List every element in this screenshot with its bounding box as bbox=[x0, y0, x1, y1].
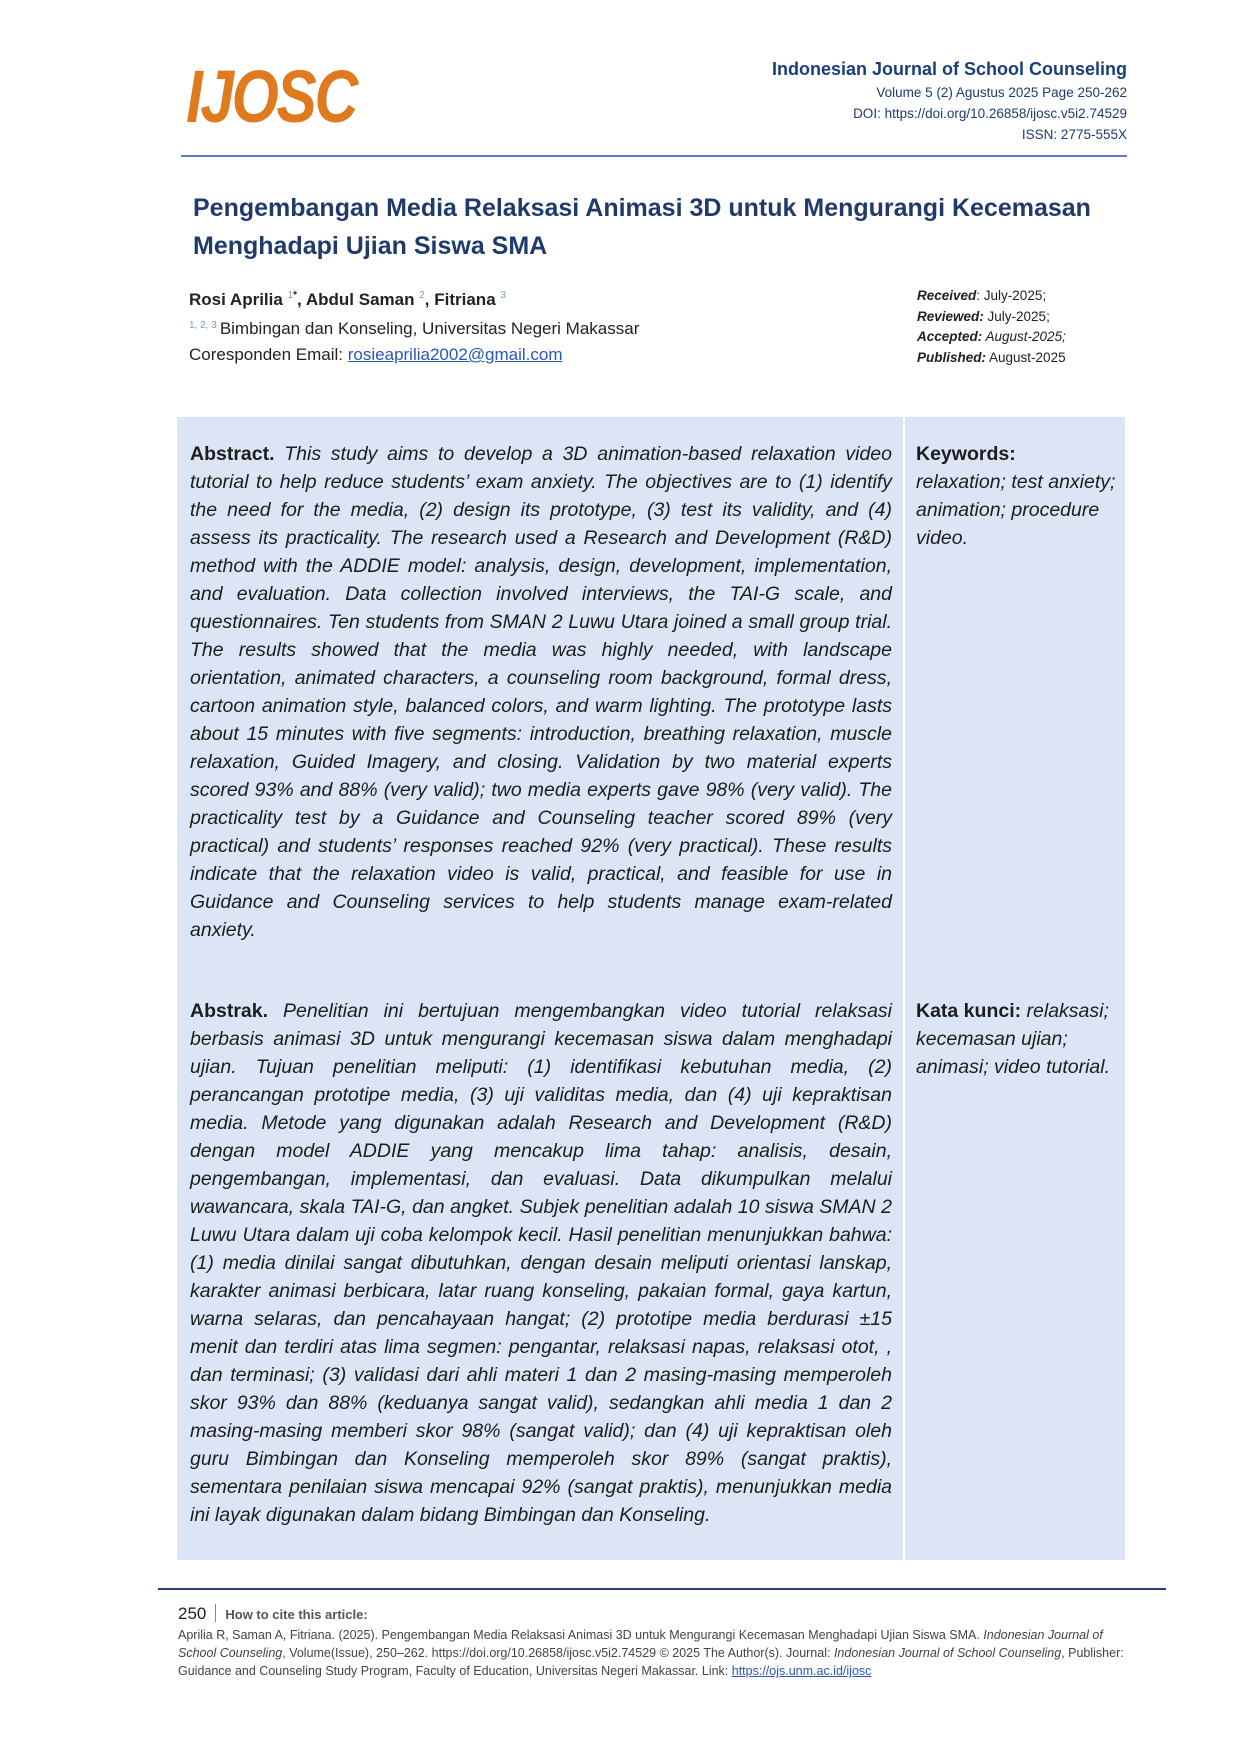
received-date bbox=[917, 286, 1066, 307]
cite-label: How to cite this article: bbox=[225, 1607, 368, 1622]
keywords-indonesian bbox=[916, 997, 1121, 1081]
abstract-column-divider bbox=[903, 417, 905, 1560]
author-names: Rosi Aprilia $^{1*}$, Abdul Saman $^2$, Fitriana $^3$ bbox=[189, 290, 506, 309]
keywords-english bbox=[916, 440, 1121, 552]
email-label: Coresponden Email: bbox=[189, 345, 348, 364]
received-label: Received bbox=[917, 288, 977, 303]
citation-text bbox=[178, 1626, 1138, 1680]
accepted-date bbox=[917, 327, 1066, 348]
author-2-sup: 2 bbox=[419, 290, 425, 301]
cite-part-2: , Volume(Issue), 250–262. https://doi.org/10.26858/ijosc.v5i2.74529 © 2025 The Author(s). Journal: bbox=[282, 1646, 834, 1660]
abstract-indonesian bbox=[190, 997, 892, 1529]
abstract-english bbox=[190, 440, 892, 944]
affiliation-sup: 1, 2, 3 bbox=[189, 320, 217, 331]
kata-kunci-label: Kata kunci: bbox=[916, 1000, 1022, 1022]
keywords-english-text: relaxation; test anxiety; animation; procedure video. bbox=[916, 471, 1116, 549]
journal-info bbox=[772, 56, 1127, 145]
abstrak-label: Abstrak. bbox=[190, 1000, 269, 1022]
header-divider bbox=[181, 155, 1127, 157]
journal-volume: Volume 5 (2) Agustus 2025 Page 250-262 bbox=[876, 85, 1127, 100]
footer-top bbox=[178, 1604, 1138, 1624]
footer bbox=[178, 1604, 1138, 1680]
cite-journal-2: Indonesian Journal of School Counseling bbox=[833, 1646, 1062, 1660]
affiliation-text: Bimbingan dan Konseling, Universitas Negeri Makassar bbox=[219, 319, 640, 338]
paper-title: Pengembangan Media Relaksasi Animasi 3D untuk Mengurangi Kecemasan Menghadapi Ujian Siswa SMA bbox=[193, 194, 1091, 260]
journal-doi: DOI: https://doi.org/10.26858/ijosc.v5i2.74529 bbox=[853, 106, 1127, 121]
email-line bbox=[189, 342, 639, 368]
footer-divider bbox=[158, 1588, 1166, 1590]
footer-separator bbox=[215, 1604, 216, 1622]
published-label: Published: bbox=[917, 349, 987, 365]
author-3-sup: 3 bbox=[500, 290, 506, 301]
keywords-indonesian-text: relaksasi; kecemasan ujian; animasi; video tutorial. bbox=[916, 1000, 1111, 1078]
reviewed-label: Reviewed: bbox=[917, 308, 984, 324]
page-number: 250 bbox=[178, 1604, 207, 1623]
accepted-value: August-2025; bbox=[982, 329, 1066, 344]
received-value: : July-2025; bbox=[976, 288, 1047, 303]
journal-link[interactable]: https://ojs.unm.ac.id/ijosc bbox=[731, 1664, 872, 1678]
author-2: Abdul Saman bbox=[305, 290, 415, 309]
cite-journal-1: Indonesian Journal of School Counseling bbox=[178, 1628, 1103, 1660]
journal-issn: ISSN: 2775-555X bbox=[1021, 127, 1127, 142]
author-1-sup: 1 bbox=[287, 290, 294, 301]
reviewed-date bbox=[917, 307, 1066, 328]
cite-part-3: , Publisher: Guidance and Counseling Study Program, Faculty of Education, Universitas Negeri Makassar. Link: bbox=[178, 1646, 1124, 1678]
keywords-label: Keywords: bbox=[916, 443, 1016, 465]
author-3: Fitriana bbox=[434, 290, 496, 309]
publication-dates bbox=[917, 286, 1066, 368]
author-block bbox=[189, 283, 639, 368]
abstract-indonesian-text: Penelitian ini bertujuan mengembangkan video tutorial relaksasi berbasis animasi 3D untuk mengurangi kecemasan siswa dalam menghadapi ujian. Tujuan penelitian meliputi: (1) identifikasi kebutuhan media, (2) perancangan prototipe media, (3) uji validitas media, dan (4) uji kepraktisan media. Metode yang digunakan adalah Research and Development (R&D) dengan model ADDIE yang mencakup lima tahap: analisis, desain, pengembangan, implementasi, dan evaluasi. Data dikumpulkan melalui wawancara, skala TAI-G, dan angket. Subjek penelitian adalah 10 siswa SMAN 2 Luwu Utara dalam uji coba kelompok kecil. Hasil penelitian menunjukkan bahwa: (1) media dinilai sangat dibutuhkan, dengan desain meliputi orientasi lanskap, karakter animasi berbicara, latar ruang konseling, pakaian formal, gaya kartun, warna selaras, dan pencahayaan hangat; (2) prototipe media berdurasi ±15 menit dan terdiri atas lima segmen: pengantar, relaksasi napas, relaksasi otot, , dan terminasi; (3) validasi dari ahli materi 1 dan 2 masing-masing memperoleh skor 93% dan 88% (keduanya sangat valid), sedangkan ahli media 1 dan 2 masing-masing memberi skor 98% (sangat valid); dan (4) uji kepraktisan oleh guru Bimbingan dan Konseling memperoleh skor 89% (sangat praktis), sementara penilaian siswa mencapai 92% (sangat praktis), menunjukkan media ini layak digunakan dalam bidang Bimbingan dan Konseling. bbox=[190, 1000, 892, 1526]
published-value: August-2025 bbox=[986, 349, 1066, 365]
abstract-label: Abstract. bbox=[190, 443, 275, 465]
accepted-label: Accepted: bbox=[917, 329, 983, 344]
abstract-english-text: This study aims to develop a 3D animation-based relaxation video tutorial to help reduce students’ exam anxiety. The objectives are to (1) identify the need for the media, (2) design its prototype, (3) test its validity, and (4) assess its practicality. The research used a Research and Development (R&D) method with the ADDIE model: analysis, design, development, implementation, and evaluation. Data collection involved interviews, the TAI-G scale, and questionnaires. Ten students from SMAN 2 Luwu Utara joined a small group trial. The results showed that the media was highly needed, with landscape orientation, animated characters, a counseling room background, formal dress, cartoon animation style, balanced colors, and warm lighting. The prototype lasts about 15 minutes with five segments: introduction, breathing relaxation, muscle relaxation, Guided Imagery, and closing. Validation by two material experts scored 93% and 88% (very valid); two media experts gave 98% (very valid). The practicality test by a Guidance and Counseling teacher scored 89% (very practical) and students’ responses reached 92% (very practical). These results indicate that the relaxation video is valid, practical, and feasible for use in Guidance and Counseling services to help students manage exam-related anxiety. bbox=[190, 443, 892, 941]
cite-part-1: Aprilia R, Saman A, Fitriana. (2025). Pengembangan Media Relaksasi Animasi 3D untuk Mengurangi Kecemasan Menghadapi Ujian Siswa SMA. bbox=[178, 1628, 984, 1642]
corresponding-mark: * bbox=[293, 290, 298, 301]
author-1: Rosi Aprilia bbox=[189, 290, 283, 309]
email-link[interactable]: rosieaprilia2002@gmail.com bbox=[347, 345, 563, 364]
affiliation bbox=[189, 313, 639, 342]
journal-logo: IJOSC bbox=[186, 55, 356, 138]
reviewed-value: July-2025; bbox=[983, 308, 1050, 324]
journal-name: Indonesian Journal of School Counseling bbox=[771, 59, 1127, 79]
published-date bbox=[917, 348, 1066, 369]
